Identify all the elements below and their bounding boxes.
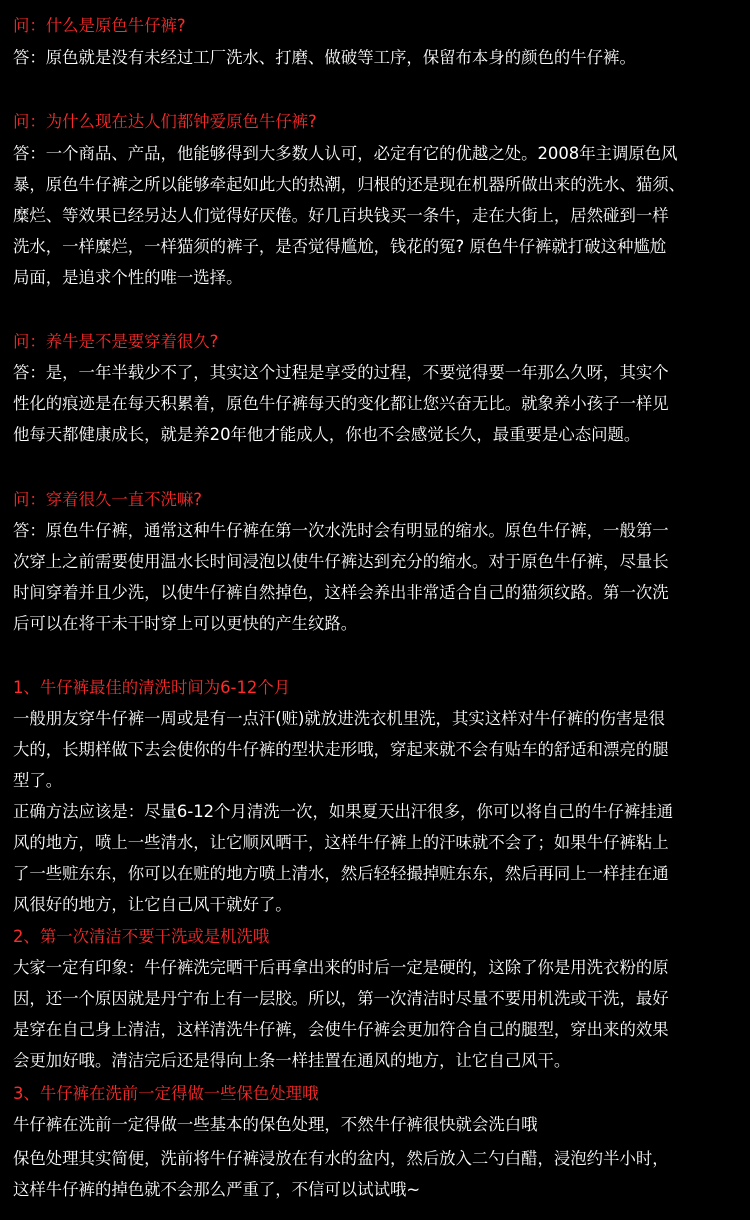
answer-3-line-1: 答：是，一年半载少不了，其实这个过程是享受的过程，不要觉得要一年那么久呀，其实个 [13, 363, 669, 382]
tip-1-line-5: 风的地方，喷上一些清水，让它顺风晒干，这样牛仔裤上的汗味就不会了；如果牛仔裤粘上 [13, 833, 669, 852]
question-2: 问：为什么现在达人们都钟爱原色牛仔裤? [13, 112, 317, 131]
answer-1-line-1: 答：原色就是没有未经过工厂洗水、打磨、做破等工序，保留布本身的颜色的牛仔裤。 [13, 48, 636, 67]
tip-2-heading: 2、第一次清洁不要干洗或是机洗哦 [13, 927, 270, 946]
question-1: 问：什么是原色牛仔裤? [13, 16, 186, 35]
tip-1-line-1: 一般朋友穿牛仔裤一周或是有一点汗(赃)就放进洗衣机里洗，其实这样对牛仔裤的伤害是很 [13, 709, 666, 728]
answer-3-line-2: 性化的痕迹是在每天积累着，原色牛仔裤每天的变化都让您兴奋无比。就象养小孩子一样见 [13, 394, 669, 413]
tip-2-line-3: 是穿在自己身上清洁，这样清洗牛仔裤，会使牛仔裤会更加符合自己的腿型，穿出来的效果 [13, 1020, 669, 1039]
answer-3-line-3: 他每天都健康成长，就是养20年他才能成人，你也不会感觉长久，最重要是心态问题。 [13, 425, 641, 444]
tip-3-line-1: 牛仔裤在洗前一定得做一些基本的保色处理，不然牛仔裤很快就会洗白哦 [13, 1115, 538, 1134]
answer-2-line-2: 暴，原色牛仔裤之所以能够牵起如此大的热潮，归根的还是现在机器所做出来的洗水、猫须、 [13, 175, 686, 194]
tip-1-heading: 1、牛仔裤最佳的清洗时间为6-12个月 [13, 678, 291, 697]
tip-1-line-7: 风很好的地方，让它自己风干就好了。 [13, 895, 292, 914]
answer-4-line-3: 时间穿着并且少洗，以使牛仔裤自然掉色，这样会养出非常适合自己的猫须纹路。第一次洗 [13, 583, 669, 602]
tip-3-heading: 3、牛仔裤在洗前一定得做一些保色处理哦 [13, 1084, 319, 1103]
answer-4-line-4: 后可以在将干未干时穿上可以更快的产生纹路。 [13, 614, 358, 633]
answer-2-line-4: 洗水，一样糜烂，一样猫须的裤子，是否觉得尴尬，钱花的冤? 原色牛仔裤就打破这种尴尬 [13, 237, 667, 256]
question-4: 问：穿着很久一直不洗嘛? [13, 490, 202, 509]
tip-2-line-1: 大家一定有印象：牛仔裤洗完晒干后再拿出来的时后一定是硬的，这除了你是用洗衣粉的原 [13, 958, 669, 977]
tip-1-line-2: 大的，长期样做下去会使你的牛仔裤的型状走形哦，穿起来就不会有贴车的舒适和漂亮的腿 [13, 740, 669, 759]
tip-1-line-3: 型了。 [13, 771, 63, 790]
answer-4-line-2: 次穿上之前需要使用温水长时间浸泡以使牛仔裤达到充分的缩水。对于原色牛仔裤，尽量长 [13, 552, 669, 571]
answer-2-line-5: 局面，是追求个性的唯一选择。 [13, 268, 243, 287]
tip-3-line-2: 保色处理其实简便，洗前将牛仔裤浸放在有水的盆内，然后放入二勺白醋，浸泡约半小时， [13, 1149, 669, 1168]
answer-2-line-3: 糜烂、等效果已经另达人们觉得好厌倦。好几百块钱买一条牛，走在大街上，居然碰到一样 [13, 206, 669, 225]
tip-3-line-3: 这样牛仔裤的掉色就不会那么严重了，不信可以试试哦~ [13, 1180, 421, 1199]
tip-2-line-4: 会更加好哦。清洁完后还是得向上条一样挂置在通风的地方，让它自己风干。 [13, 1051, 571, 1070]
tip-1-line-4: 正确方法应该是：尽量6-12个月清洗一次，如果夏天出汗很多，你可以将自己的牛仔裤挂通 [13, 802, 674, 821]
answer-4-line-1: 答：原色牛仔裤，通常这种牛仔裤在第一次水洗时会有明显的缩水。原色牛仔裤，一般第一 [13, 521, 669, 540]
tip-2-line-2: 因，还一个原因就是丹宁布上有一层胶。所以，第一次清洁时尽量不要用机洗或干洗，最好 [13, 989, 669, 1008]
answer-2-line-1: 答：一个商品、产品，他能够得到大多数人认可，必定有它的优越之处。2008年主调原色风 [13, 144, 678, 163]
question-3: 问：养牛是不是要穿着很久? [13, 332, 219, 351]
tip-1-line-6: 了一些赃东东，你可以在赃的地方喷上清水，然后轻轻撮掉赃东东，然后再同上一样挂在通 [13, 864, 669, 883]
